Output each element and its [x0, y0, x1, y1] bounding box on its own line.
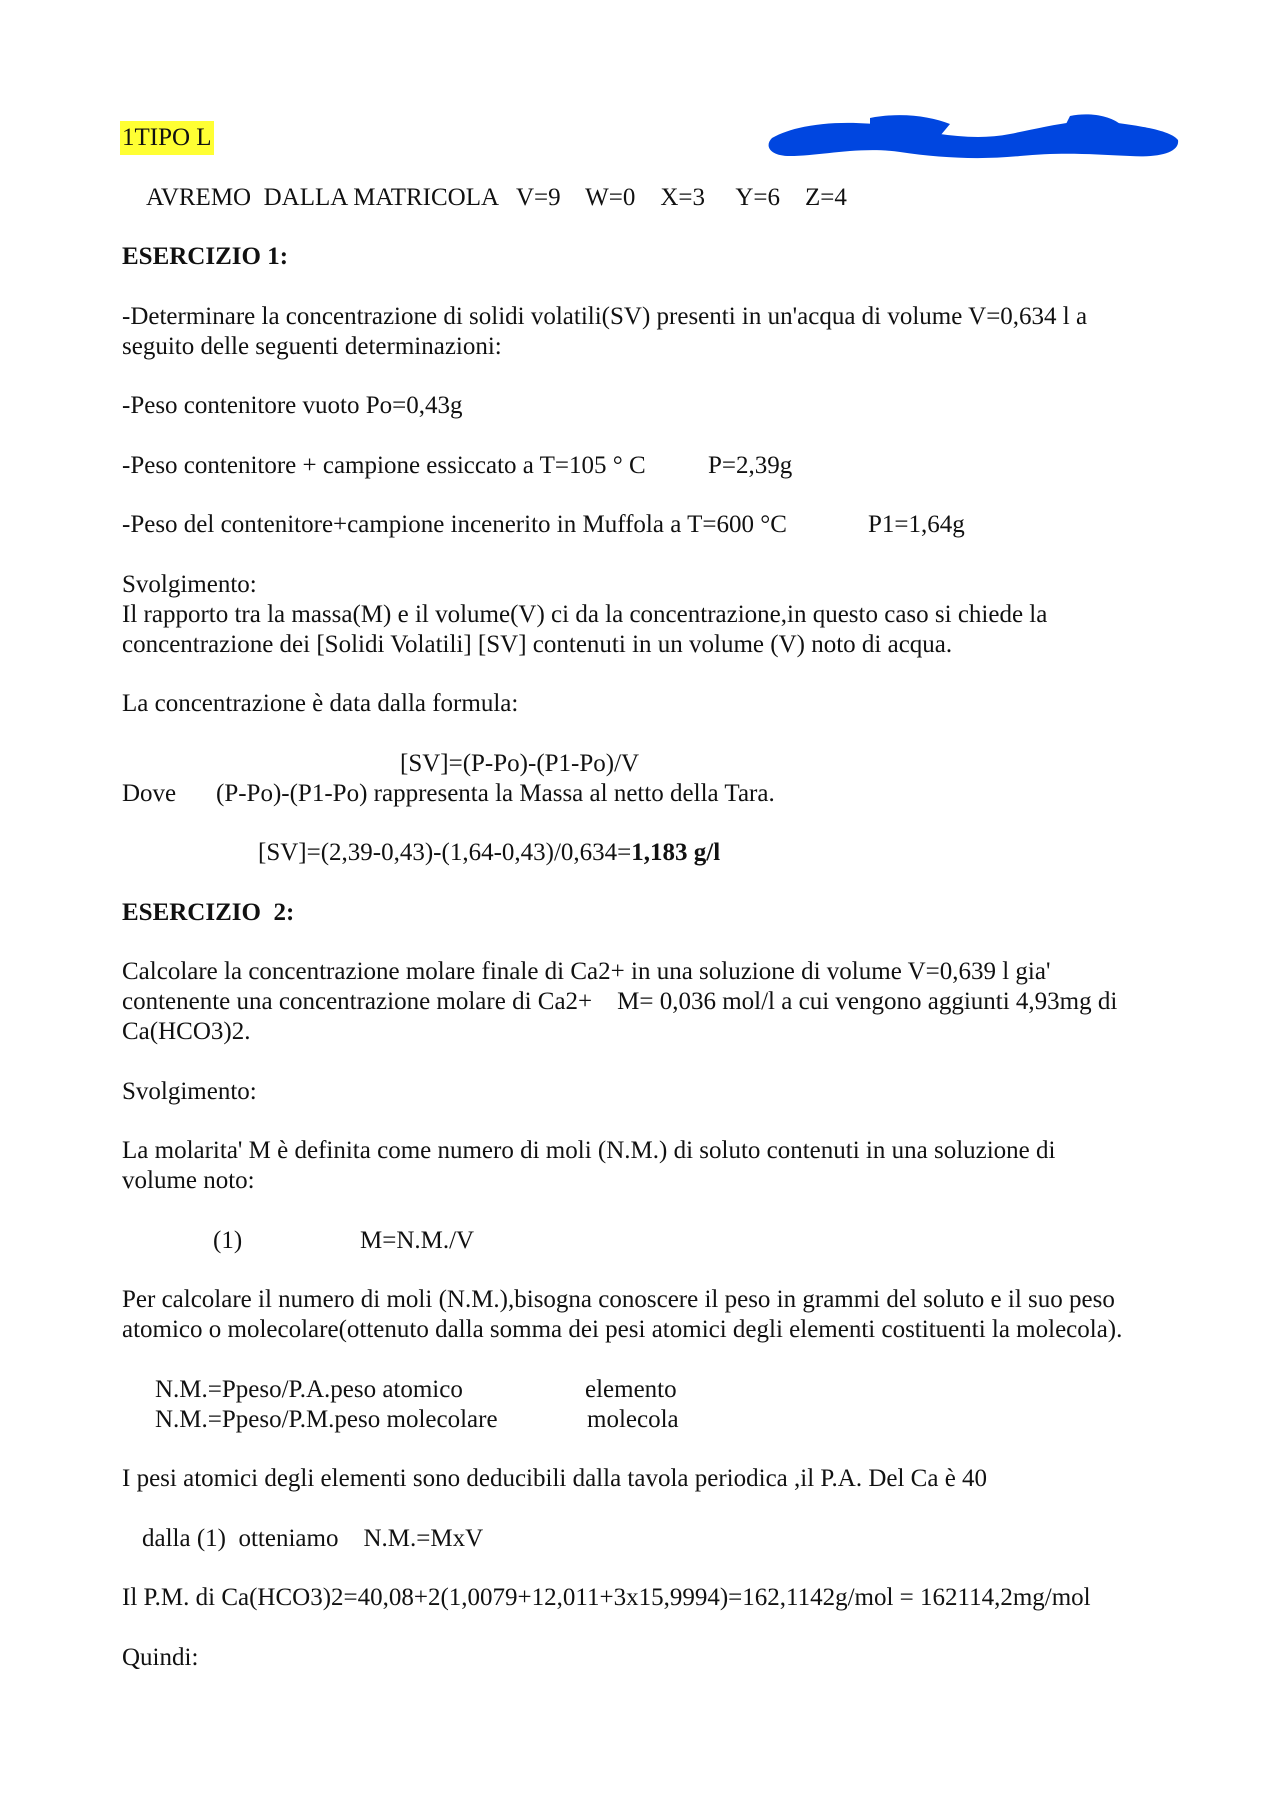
ex1-result: 1,183 g/l — [631, 839, 721, 866]
ex1-prompt-line-2: seguito delle seguenti determinazioni: — [122, 333, 502, 360]
ex1-prompt-line-1: -Determinare la concentrazione di solidi volatili(SV) presenti in un'acqua di volume V=0,634 l a — [122, 303, 1088, 330]
ex2-formula-atomic: N.M.=Ppeso/P.A.peso atomico — [155, 1376, 463, 1403]
ex1-item-empty-container: -Peso contenitore vuoto Po=0,43g — [122, 392, 463, 419]
exercise-2-title: ESERCIZIO 2: — [122, 899, 295, 926]
ex2-text-line-1: Per calcolare il numero di moli (N.M.),bisogna conoscere il peso in grammi del soluto e il suo peso — [122, 1286, 1115, 1313]
ex1-formula-intro: La concentrazione è data dalla formula: — [122, 690, 519, 717]
ex2-molecular-weight-text: Il P.M. di Ca(HCO3)2=40,08+2(1,0079+12,011+3x15,9994)=162,1142g/mol = 162114,2mg/mol — [122, 1584, 1091, 1611]
tipo-tag: 1TIPO L — [120, 121, 214, 155]
ex1-formula: [SV]=(P-Po)-(P1-Po)/V — [400, 750, 640, 777]
ex1-text-line-2: concentrazione dei [Solidi Volatili] [SV] contenuti in un volume (V) noto di acqua. — [122, 631, 953, 658]
ex1-item-dried-label: -Peso contenitore + campione essiccato a T=105 ° C — [122, 452, 646, 479]
redaction-scribble — [760, 112, 1185, 164]
matricola-line: AVREMO DALLA MATRICOLA V=9 W=0 X=3 Y=6 Z=4 — [146, 184, 847, 211]
ex1-dove-text: (P-Po)-(P1-Po) rappresenta la Massa al netto della Tara. — [216, 780, 775, 807]
ex1-item-ashed-value: P1=1,64g — [868, 511, 965, 538]
ex1-calculation — [258, 838, 720, 868]
ex2-equation-number: (1) — [213, 1227, 243, 1254]
ex2-definition-line-2: volume noto: — [122, 1167, 255, 1194]
exercise-1-title: ESERCIZIO 1: — [122, 243, 289, 270]
ex2-equation: M=N.M./V — [360, 1227, 475, 1254]
ex2-formula-molecular: N.M.=Ppeso/P.M.peso molecolare — [155, 1406, 498, 1433]
ex2-text-line-2: atomico o molecolare(ottenuto dalla somma dei pesi atomici degli elementi costituenti la molecola). — [122, 1316, 1123, 1343]
ex1-dove-label: Dove — [122, 780, 177, 807]
ex2-formula-molecular-note: molecola — [587, 1406, 679, 1433]
ex2-formula-atomic-note: elemento — [585, 1376, 677, 1403]
ex2-prompt-line-2: contenente una concentrazione molare di Ca2+ M= 0,036 mol/l a cui vengono aggiunti 4,93mg di — [122, 988, 1118, 1015]
ex2-from-equation-1: dalla (1) otteniamo N.M.=MxV — [142, 1525, 484, 1552]
ex1-calc-expression: [SV]=(2,39-0,43)-(1,64-0,43)/0,634= — [258, 839, 632, 866]
ex2-prompt-line-3: Ca(HCO3)2. — [122, 1018, 251, 1045]
ex2-atomic-weights-text: I pesi atomici degli elementi sono deducibili dalla tavola periodica ,il P.A. Del Ca è 40 — [122, 1465, 988, 1492]
ex2-quindi: Quindi: — [122, 1644, 199, 1671]
ex2-prompt-line-1: Calcolare la concentrazione molare finale di Ca2+ in una soluzione di volume V=0,639 l gia' — [122, 958, 1051, 985]
ex2-definition-line-1: La molarita' M è definita come numero di moli (N.M.) di soluto contenuti in una soluzione di — [122, 1137, 1056, 1164]
ex1-text-line-1: Il rapporto tra la massa(M) e il volume(V) ci da la concentrazione,in questo caso si chiede la — [122, 601, 1048, 628]
ex2-svolgimento-label: Svolgimento: — [122, 1078, 257, 1105]
ex1-item-dried-value: P=2,39g — [708, 452, 793, 479]
ex1-item-ashed-label: -Peso del contenitore+campione incenerito in Muffola a T=600 °C — [122, 511, 787, 538]
ex1-svolgimento-label: Svolgimento: — [122, 571, 257, 598]
